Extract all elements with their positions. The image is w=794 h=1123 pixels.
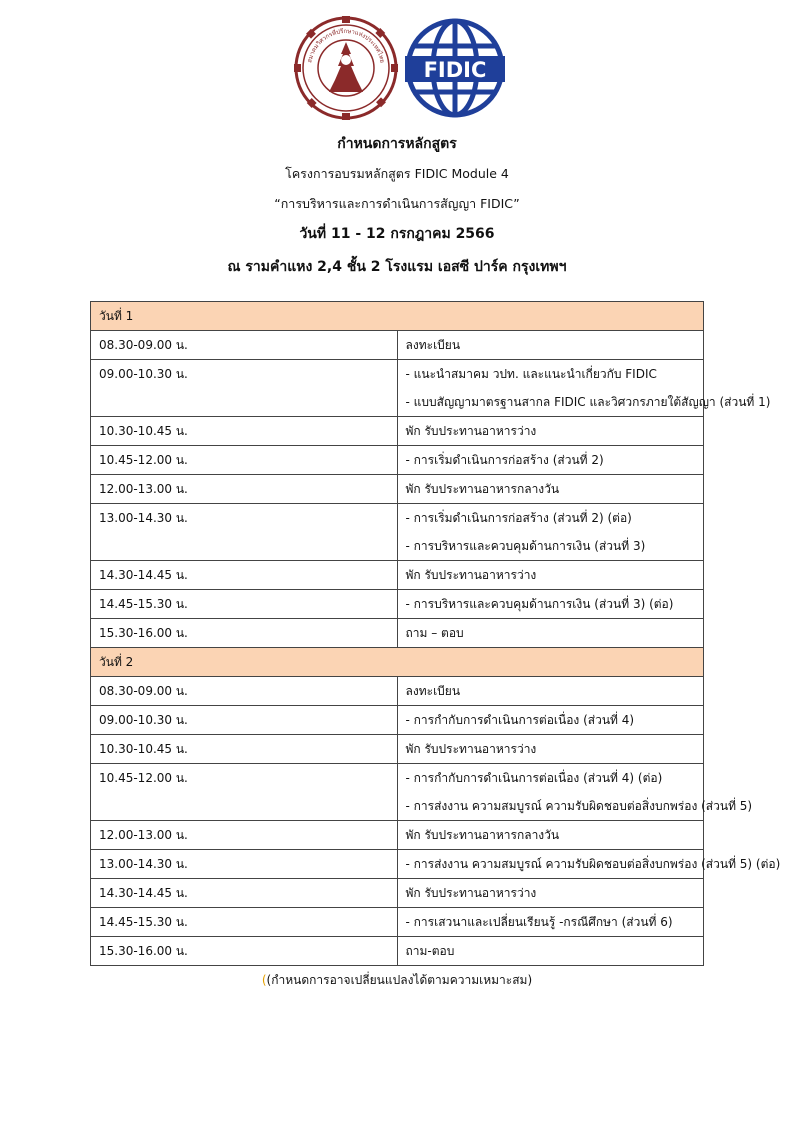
- activity-line: - การเริ่มดำเนินการก่อสร้าง (ส่วนที่ 2) (ต่อ): [405, 511, 632, 525]
- project-name: โครงการอบรมหลักสูตร FIDIC Module 4: [285, 166, 509, 181]
- time-text: 10.45-12.00 น.: [99, 771, 188, 785]
- activity-line: - การเริ่มดำเนินการก่อสร้าง (ส่วนที่ 2): [405, 453, 604, 467]
- time-text: 13.00-14.30 น.: [99, 857, 188, 871]
- time-cell: [91, 850, 398, 879]
- activity-line: พัก รับประทานอาหารว่าง: [405, 886, 537, 900]
- table-row: [91, 879, 704, 908]
- activity-cell: [397, 735, 704, 764]
- time-text: 09.00-10.30 น.: [99, 713, 188, 727]
- time-text: 14.45-15.30 น.: [99, 915, 188, 929]
- activity-line: ลงทะเบียน: [405, 684, 461, 698]
- activity-cell: [397, 879, 704, 908]
- activity-line: พัก รับประทานอาหารกลางวัน: [405, 828, 560, 842]
- schedule-table: [90, 301, 781, 966]
- time-cell: [91, 475, 398, 504]
- activity-line: พัก รับประทานอาหารว่าง: [405, 424, 537, 438]
- activity-line: พัก รับประทานอาหารกลางวัน: [405, 482, 560, 496]
- activity-line: - การกำกับการดำเนินการต่อเนื่อง (ส่วนที่ 4): [405, 713, 635, 727]
- schedule-change-note: [0, 971, 794, 990]
- activity-cell: [397, 561, 704, 590]
- time-text: 15.30-16.00 น.: [99, 944, 188, 958]
- time-text: 13.00-14.30 น.: [99, 511, 188, 525]
- time-text: 14.45-15.30 น.: [99, 597, 188, 611]
- activity-cell: [397, 475, 704, 504]
- time-cell: [91, 908, 398, 937]
- event-date: วันที่ 11 - 12 กรกฎาคม 2566: [299, 226, 495, 242]
- day-header-row: [91, 648, 704, 677]
- table-row: [91, 706, 704, 735]
- table-row: [91, 735, 704, 764]
- table-row: [91, 677, 704, 706]
- time-cell: [91, 446, 398, 475]
- table-row: [91, 821, 704, 850]
- table-row: [91, 417, 704, 446]
- table-row: [91, 475, 704, 504]
- activity-cell: [397, 850, 781, 879]
- activity-cell: [397, 590, 704, 619]
- time-text: 12.00-13.00 น.: [99, 828, 188, 842]
- course-subtitle: “การบริหารและการดำเนินการสัญญา FIDIC”: [274, 196, 520, 211]
- engineering-seal-logo: [291, 16, 401, 120]
- table-row: [91, 590, 704, 619]
- time-text: 10.45-12.00 น.: [99, 453, 188, 467]
- activity-line: พัก รับประทานอาหารว่าง: [405, 568, 537, 582]
- activity-line: - การบริหารและควบคุมด้านการเงิน (ส่วนที่ 3): [405, 539, 646, 553]
- table-row: [91, 908, 704, 937]
- time-cell: [91, 417, 398, 446]
- time-cell: [91, 937, 398, 966]
- activity-cell: [397, 619, 704, 648]
- note-accent-paren: (: [261, 973, 267, 987]
- fidic-globe-logo: [399, 16, 511, 120]
- time-cell: [91, 590, 398, 619]
- time-text: 12.00-13.00 น.: [99, 482, 188, 496]
- activity-cell: [397, 331, 704, 360]
- table-row: [91, 331, 704, 360]
- activity-cell: [397, 821, 704, 850]
- activity-cell: [397, 937, 704, 966]
- time-text: 08.30-09.00 น.: [99, 338, 188, 352]
- page-title: กำหนดการหลักสูตร: [337, 136, 457, 152]
- time-cell: [91, 561, 398, 590]
- time-text: 15.30-16.00 น.: [99, 626, 188, 640]
- time-cell: [91, 735, 398, 764]
- time-text: 09.00-10.30 น.: [99, 367, 188, 381]
- fidic-logo-text: FIDIC: [423, 58, 487, 82]
- table-row: [91, 504, 704, 561]
- activity-line: ถาม – ตอบ: [405, 626, 464, 640]
- activity-line: - การกำกับการดำเนินการต่อเนื่อง (ส่วนที่ 4) (ต่อ): [405, 771, 663, 785]
- activity-line: - แนะนำสมาคม วปท. และแนะนำเกี่ยวกับ FIDIC: [405, 367, 657, 381]
- time-text: 14.30-14.45 น.: [99, 568, 188, 582]
- activity-line: ลงทะเบียน: [405, 338, 461, 352]
- activity-line: ถาม-ตอบ: [405, 944, 455, 958]
- activity-cell: [397, 908, 704, 937]
- activity-line: พัก รับประทานอาหารว่าง: [405, 742, 537, 756]
- activity-cell: [397, 706, 704, 735]
- time-cell: [91, 331, 398, 360]
- activity-cell: [397, 417, 704, 446]
- day-header-row: [91, 302, 704, 331]
- event-venue: ณ รามคำแหง 2,4 ชั้น 2 โรงแรม เอสซี ปาร์ค กรุงเทพฯ: [227, 259, 567, 275]
- table-row: [91, 764, 704, 821]
- seal-text: สมาคมวิศวกรที่ปรึกษาแห่งประเทศไทย: [306, 27, 386, 64]
- time-text: 10.30-10.45 น.: [99, 424, 188, 438]
- time-cell: [91, 504, 398, 561]
- time-cell: [91, 360, 398, 417]
- time-text: 08.30-09.00 น.: [99, 684, 188, 698]
- table-row: [91, 360, 704, 417]
- activity-cell: [397, 446, 704, 475]
- table-row: [91, 561, 704, 590]
- time-cell: [91, 677, 398, 706]
- time-cell: [91, 764, 398, 821]
- logo-bar: [0, 16, 794, 120]
- activity-line: - การเสวนาและเปลี่ยนเรียนรู้ -กรณีศึกษา (ส่วนที่ 6): [405, 915, 673, 929]
- note-text: (กำหนดการอาจเปลี่ยนแปลงได้ตามความเหมาะสม): [266, 973, 533, 987]
- activity-cell: [397, 360, 771, 417]
- time-cell: [91, 706, 398, 735]
- activity-line: - แบบสัญญามาตรฐานสากล FIDIC และวิศวกรภายใต้สัญญา (ส่วนที่ 1): [405, 395, 771, 409]
- table-row: [91, 850, 704, 879]
- activity-cell: [397, 504, 704, 561]
- time-cell: [91, 821, 398, 850]
- time-text: 14.30-14.45 น.: [99, 886, 188, 900]
- activity-cell: [397, 764, 753, 821]
- activity-cell: [397, 677, 704, 706]
- table-row: [91, 446, 704, 475]
- time-text: 10.30-10.45 น.: [99, 742, 188, 756]
- activity-line: - การบริหารและควบคุมด้านการเงิน (ส่วนที่ 3) (ต่อ): [405, 597, 674, 611]
- day-label: วันที่ 1: [91, 302, 704, 331]
- activity-line: - การส่งงาน ความสมบูรณ์ ความรับผิดชอบต่อสิ่งบกพร่อง (ส่วนที่ 5): [405, 799, 753, 813]
- time-cell: [91, 879, 398, 908]
- day-label: วันที่ 2: [91, 648, 704, 677]
- table-row: [91, 619, 704, 648]
- activity-line: - การส่งงาน ความสมบูรณ์ ความรับผิดชอบต่อสิ่งบกพร่อง (ส่วนที่ 5) (ต่อ): [405, 857, 781, 871]
- table-row: [91, 937, 704, 966]
- time-cell: [91, 619, 398, 648]
